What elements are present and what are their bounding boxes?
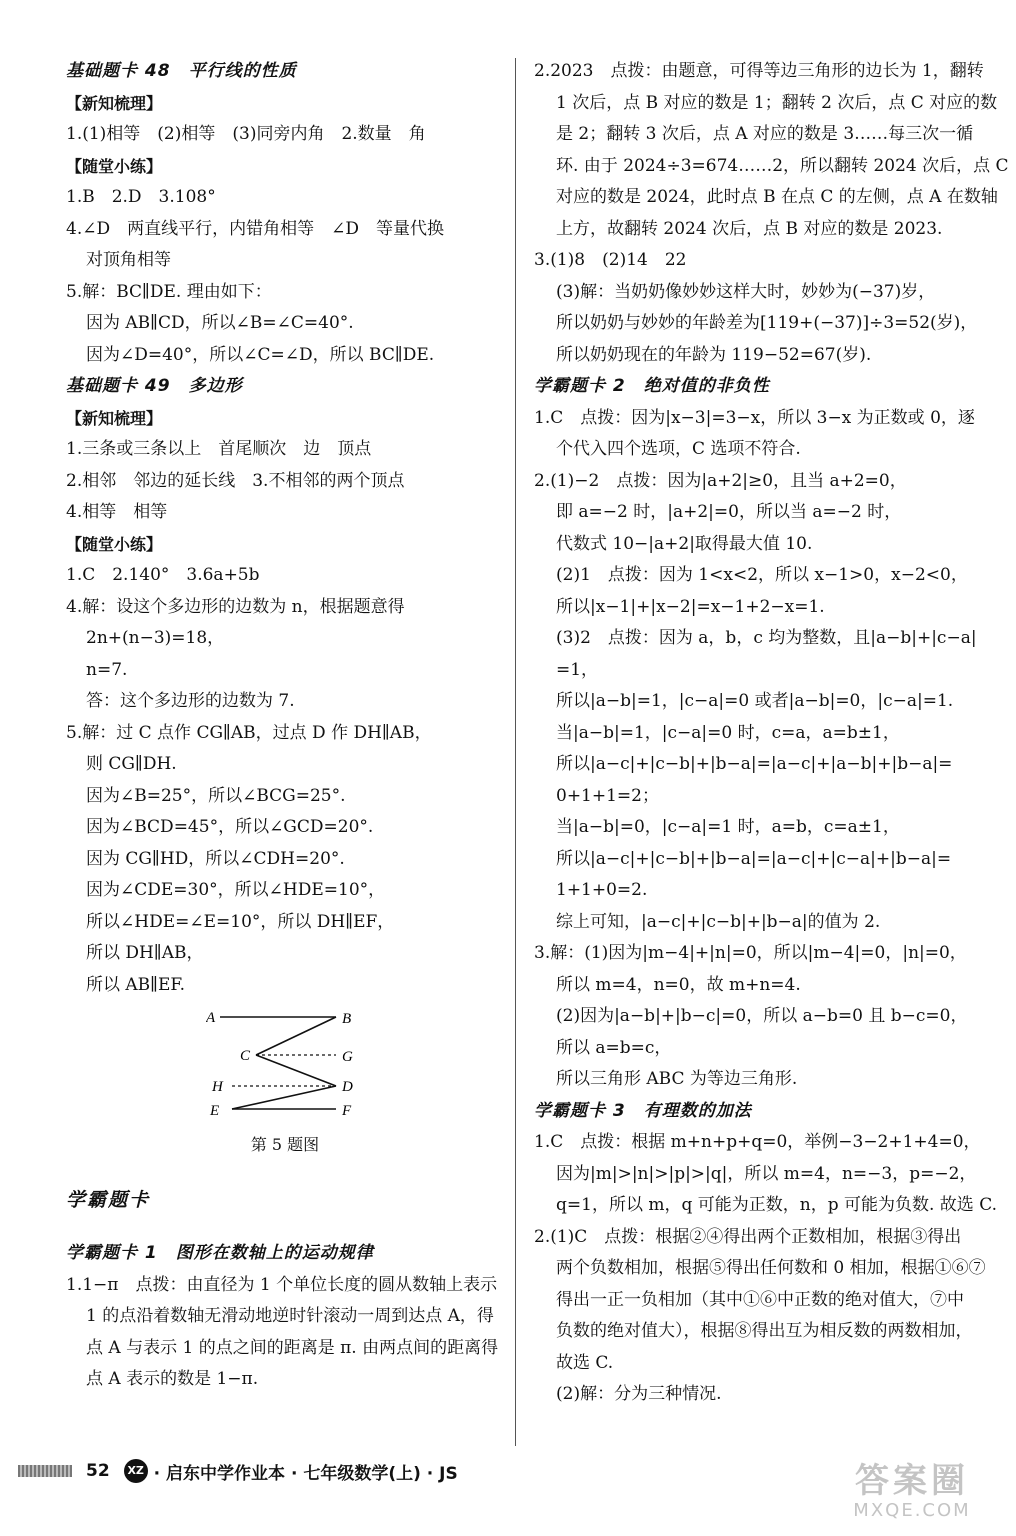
card48-line: 5.解：BC∥DE. 理由如下： xyxy=(66,281,272,302)
card49-line: 1.C 2.140° 3.6a+5b xyxy=(66,565,260,585)
xb1-cont-line: 是 2；翻转 3 次后，点 A 对应的数是 3……每三次一循 xyxy=(556,124,974,144)
right-column xyxy=(534,56,1009,1411)
xb1-cont-line: 1 次后，点 B 对应的数是 1；翻转 2 次后，点 C 对应的数 xyxy=(556,92,998,113)
xb2-line: 综上可知，|a−c|+|c−b|+|b−a|的值为 2. xyxy=(556,911,881,932)
xb3-line: 2.(1)C 点拨：根据②④得出两个正数相加，根据③得出 xyxy=(534,1226,962,1247)
card49-line: 2n+(n−3)=18， xyxy=(86,628,225,648)
xb2-line: 所以|x−1|+|x−2|=x−1+2−x=1. xyxy=(556,596,825,617)
card49-line: 1.三条或三条以上 首尾顺次 边 顶点 xyxy=(66,439,372,459)
xb2-line: 个代入四个选项，C 选项不符合. xyxy=(556,439,801,459)
card49-line: 因为∠B=25°，所以∠BCG=25°. xyxy=(86,785,346,806)
xb2-line: (3)2 点拨：因为 a，b，c 均为整数，且|a−b|+|c−a| xyxy=(556,628,977,648)
label-g: G xyxy=(342,1049,353,1065)
xb3-line: 负数的绝对值大），根据⑧得出互为相反数的两数相加， xyxy=(556,1321,973,1341)
xb3-line: q=1，所以 m，q 可能为正数，n，p 可能为负数. 故选 C. xyxy=(556,1195,998,1215)
xb2-line: (2)因为|a−b|+|b−c|=0，所以 a−b=0 且 b−c=0， xyxy=(556,1006,968,1026)
label-d: D xyxy=(342,1079,353,1095)
card48-section-practice: 【随堂小练】 xyxy=(66,156,163,176)
label-e: E xyxy=(210,1103,220,1119)
xb2-line: 所以三角形 ABC 为等边三角形. xyxy=(556,1069,798,1089)
xb1-cont-line: 对应的数是 2024，此时点 B 在点 C 的左侧，点 A 在数轴 xyxy=(556,187,998,207)
xb1-cont-line: 所以奶奶现在的年龄为 119−52=67(岁). xyxy=(556,344,872,365)
xb3-line: 1.C 点拨：根据 m+n+p+q=0，举例−3−2+1+4=0， xyxy=(534,1132,981,1152)
line-de xyxy=(232,1086,336,1109)
xb3-line: 得出一正一负相加（其中①⑥中正数的绝对值大，⑦中 xyxy=(556,1289,964,1310)
card49-line: n=7. xyxy=(86,659,128,680)
card49-line: 所以 DH∥AB， xyxy=(86,943,204,963)
card48-line: 因为 AB∥CD，所以∠B=∠C=40°. xyxy=(86,313,354,333)
xb1-cont-line: 所以奶奶与妙妙的年龄差为[119+(−37)]÷3=52(岁)， xyxy=(556,313,978,333)
label-f: F xyxy=(342,1103,352,1119)
xb2-line: 所以|a−c|+|c−b|+|b−a|=|a−c|+|c−a|+|b−a|= xyxy=(556,848,952,869)
card49-line: 因为 CG∥HD，所以∠CDH=20°. xyxy=(86,848,345,869)
card49-line: 因为∠CDE=30°，所以∠HDE=10°， xyxy=(86,880,386,900)
card49-line: 4.解：设这个多边形的边数为 n，根据题意得 xyxy=(66,596,405,617)
label-c: C xyxy=(240,1048,251,1064)
xb2-line: 即 a=−2 时，|a+2|=0，所以当 a=−2 时， xyxy=(556,502,902,522)
xb3-line: (2)解：分为三种情况. xyxy=(556,1384,722,1404)
xb2-line: (2)1 点拨：因为 1<x<2，所以 x−1>0，x−2<0， xyxy=(556,565,968,585)
card49-title: 基础题卡 49 多边形 xyxy=(66,376,243,396)
watermark-main: 答案圈 xyxy=(855,1461,969,1501)
xb2-line: 代数式 10−|a+2|取得最大值 10. xyxy=(556,533,813,554)
xb2-line: 所以|a−b|=1，|c−a|=0 或者|a−b|=0，|c−a|=1. xyxy=(556,691,954,711)
xb2-line: 0+1+1=2； xyxy=(556,785,659,806)
xb2-title: 学霸题卡 2 绝对值的非负性 xyxy=(534,376,770,396)
left-column xyxy=(66,56,504,1396)
watermark-url: MXQE.COM xyxy=(853,1500,971,1521)
xb3-line: 因为|m|>|n|>|p|>|q|，所以 m=4，n=−3，p=−2， xyxy=(556,1163,977,1184)
xb3-title: 学霸题卡 3 有理数的加法 xyxy=(534,1100,752,1121)
figure-caption: 第 5 题图 xyxy=(250,1135,320,1154)
card49-line: 4.相等 相等 xyxy=(66,502,168,522)
xb2-line: 当|a−b|=1，|c−a|=0 时，c=a，a=b±1， xyxy=(556,722,900,743)
xb1-line: 1.1−π 点拨：由直径为 1 个单位长度的圆从数轴上表示 xyxy=(66,1274,498,1295)
xb1-line: 点 A 与表示 1 的点之间的距离是 π. 由两点间的距离得 xyxy=(86,1337,499,1358)
xb1-line: 点 A 表示的数是 1−π. xyxy=(86,1369,259,1389)
xb1-line: 1 的点沿着数轴无滑动地逆时针滚动一周到达点 A，得 xyxy=(86,1306,494,1326)
section-title: 学霸题卡 xyxy=(66,1188,151,1211)
line-bc xyxy=(256,1017,336,1055)
card49-section-new: 【新知梳理】 xyxy=(66,408,163,428)
label-a: A xyxy=(206,1010,216,1026)
xb2-line: 所以 a=b=c， xyxy=(556,1037,672,1058)
column-divider xyxy=(515,58,516,1446)
card49-line: 答：这个多边形的边数为 7. xyxy=(86,691,295,711)
xb2-line: 所以 m=4，n=0，故 m+n=4. xyxy=(556,974,801,995)
card49-line: 因为∠BCD=45°，所以∠GCD=20°. xyxy=(86,817,374,837)
card48-line: 1.B 2.D 3.108° xyxy=(66,187,216,207)
card49-line: 所以 AB∥EF. xyxy=(86,974,185,995)
card49-line: 5.解：过 C 点作 CG∥AB，过点 D 作 DH∥AB， xyxy=(66,722,432,743)
card48-line: 因为∠D=40°，所以∠C=∠D，所以 BC∥DE. xyxy=(86,344,435,365)
footer-bar xyxy=(18,1465,72,1477)
card48-line: 对顶角相等 xyxy=(86,250,171,270)
xb1-cont-line: 3.(1)8 (2)14 22 xyxy=(534,250,687,270)
xb2-line: 2.(1)−2 点拨：因为|a+2|≥0，且当 a+2=0， xyxy=(534,470,907,491)
xb2-line: 1.C 点拨：因为|x−3|=3−x，所以 3−x 为正数或 0，逐 xyxy=(534,407,975,428)
label-h: H xyxy=(212,1079,223,1095)
card48-line: 1.(1)相等 (2)相等 (3)同旁内角 2.数量 角 xyxy=(66,124,426,144)
watermark-logo xyxy=(822,1462,1002,1526)
line-cd xyxy=(256,1055,336,1086)
geometry-figure xyxy=(66,1009,504,1127)
card48-title: 基础题卡 48 平行线的性质 xyxy=(66,61,297,81)
card48-section-new: 【新知梳理】 xyxy=(66,93,163,113)
xb2-line: =1， xyxy=(556,659,599,680)
label-b: B xyxy=(342,1011,352,1027)
xb2-line: 当|a−b|=0，|c−a|=1 时，a=b，c=a±1， xyxy=(556,817,900,837)
card49-line: 则 CG∥DH. xyxy=(86,754,177,774)
card49-section-practice: 【随堂小练】 xyxy=(66,534,163,554)
page-number: 52 xyxy=(86,1461,110,1481)
xb1-cont-line: (3)解：当奶奶像妙妙这样大时，妙妙为(−37)岁， xyxy=(556,281,936,302)
xb2-line: 1+1+0=2. xyxy=(556,880,648,900)
book-title: · 启东中学作业本 · 七年级数学(上) · JS xyxy=(153,1463,458,1484)
publisher-badge-icon: XZ xyxy=(124,1459,148,1483)
card48-line: 4.∠D 两直线平行，内错角相等 ∠D 等量代换 xyxy=(66,218,444,239)
page-footer xyxy=(18,1456,458,1486)
xb2-line: 3.解：(1)因为|m−4|+|n|=0，所以|m−4|=0，|n|=0， xyxy=(534,943,967,963)
card49-line: 所以∠HDE=∠E=10°，所以 DH∥EF， xyxy=(86,911,395,932)
xb1-title: 学霸题卡 1 图形在数轴上的运动规律 xyxy=(66,1243,374,1263)
figure-svg xyxy=(206,1009,366,1127)
xb1-cont-line: 2.2023 点拨：由题意，可得等边三角形的边长为 1，翻转 xyxy=(534,61,984,81)
xb3-line: 两个负数相加，根据⑤得出任何数和 0 相加，根据①⑥⑦ xyxy=(556,1258,986,1278)
xb1-cont-line: 环. 由于 2024÷3=674……2，所以翻转 2024 次后，点 C xyxy=(556,155,1009,176)
xb2-line: 所以|a−c|+|c−b|+|b−a|=|a−c|+|a−b|+|b−a|= xyxy=(556,754,953,774)
card49-line: 2.相邻 邻边的延长线 3.不相邻的两个顶点 xyxy=(66,470,405,491)
xb1-cont-line: 上方，故翻转 2024 次后，点 B 对应的数是 2023. xyxy=(556,218,943,239)
xb3-line: 故选 C. xyxy=(556,1352,614,1373)
